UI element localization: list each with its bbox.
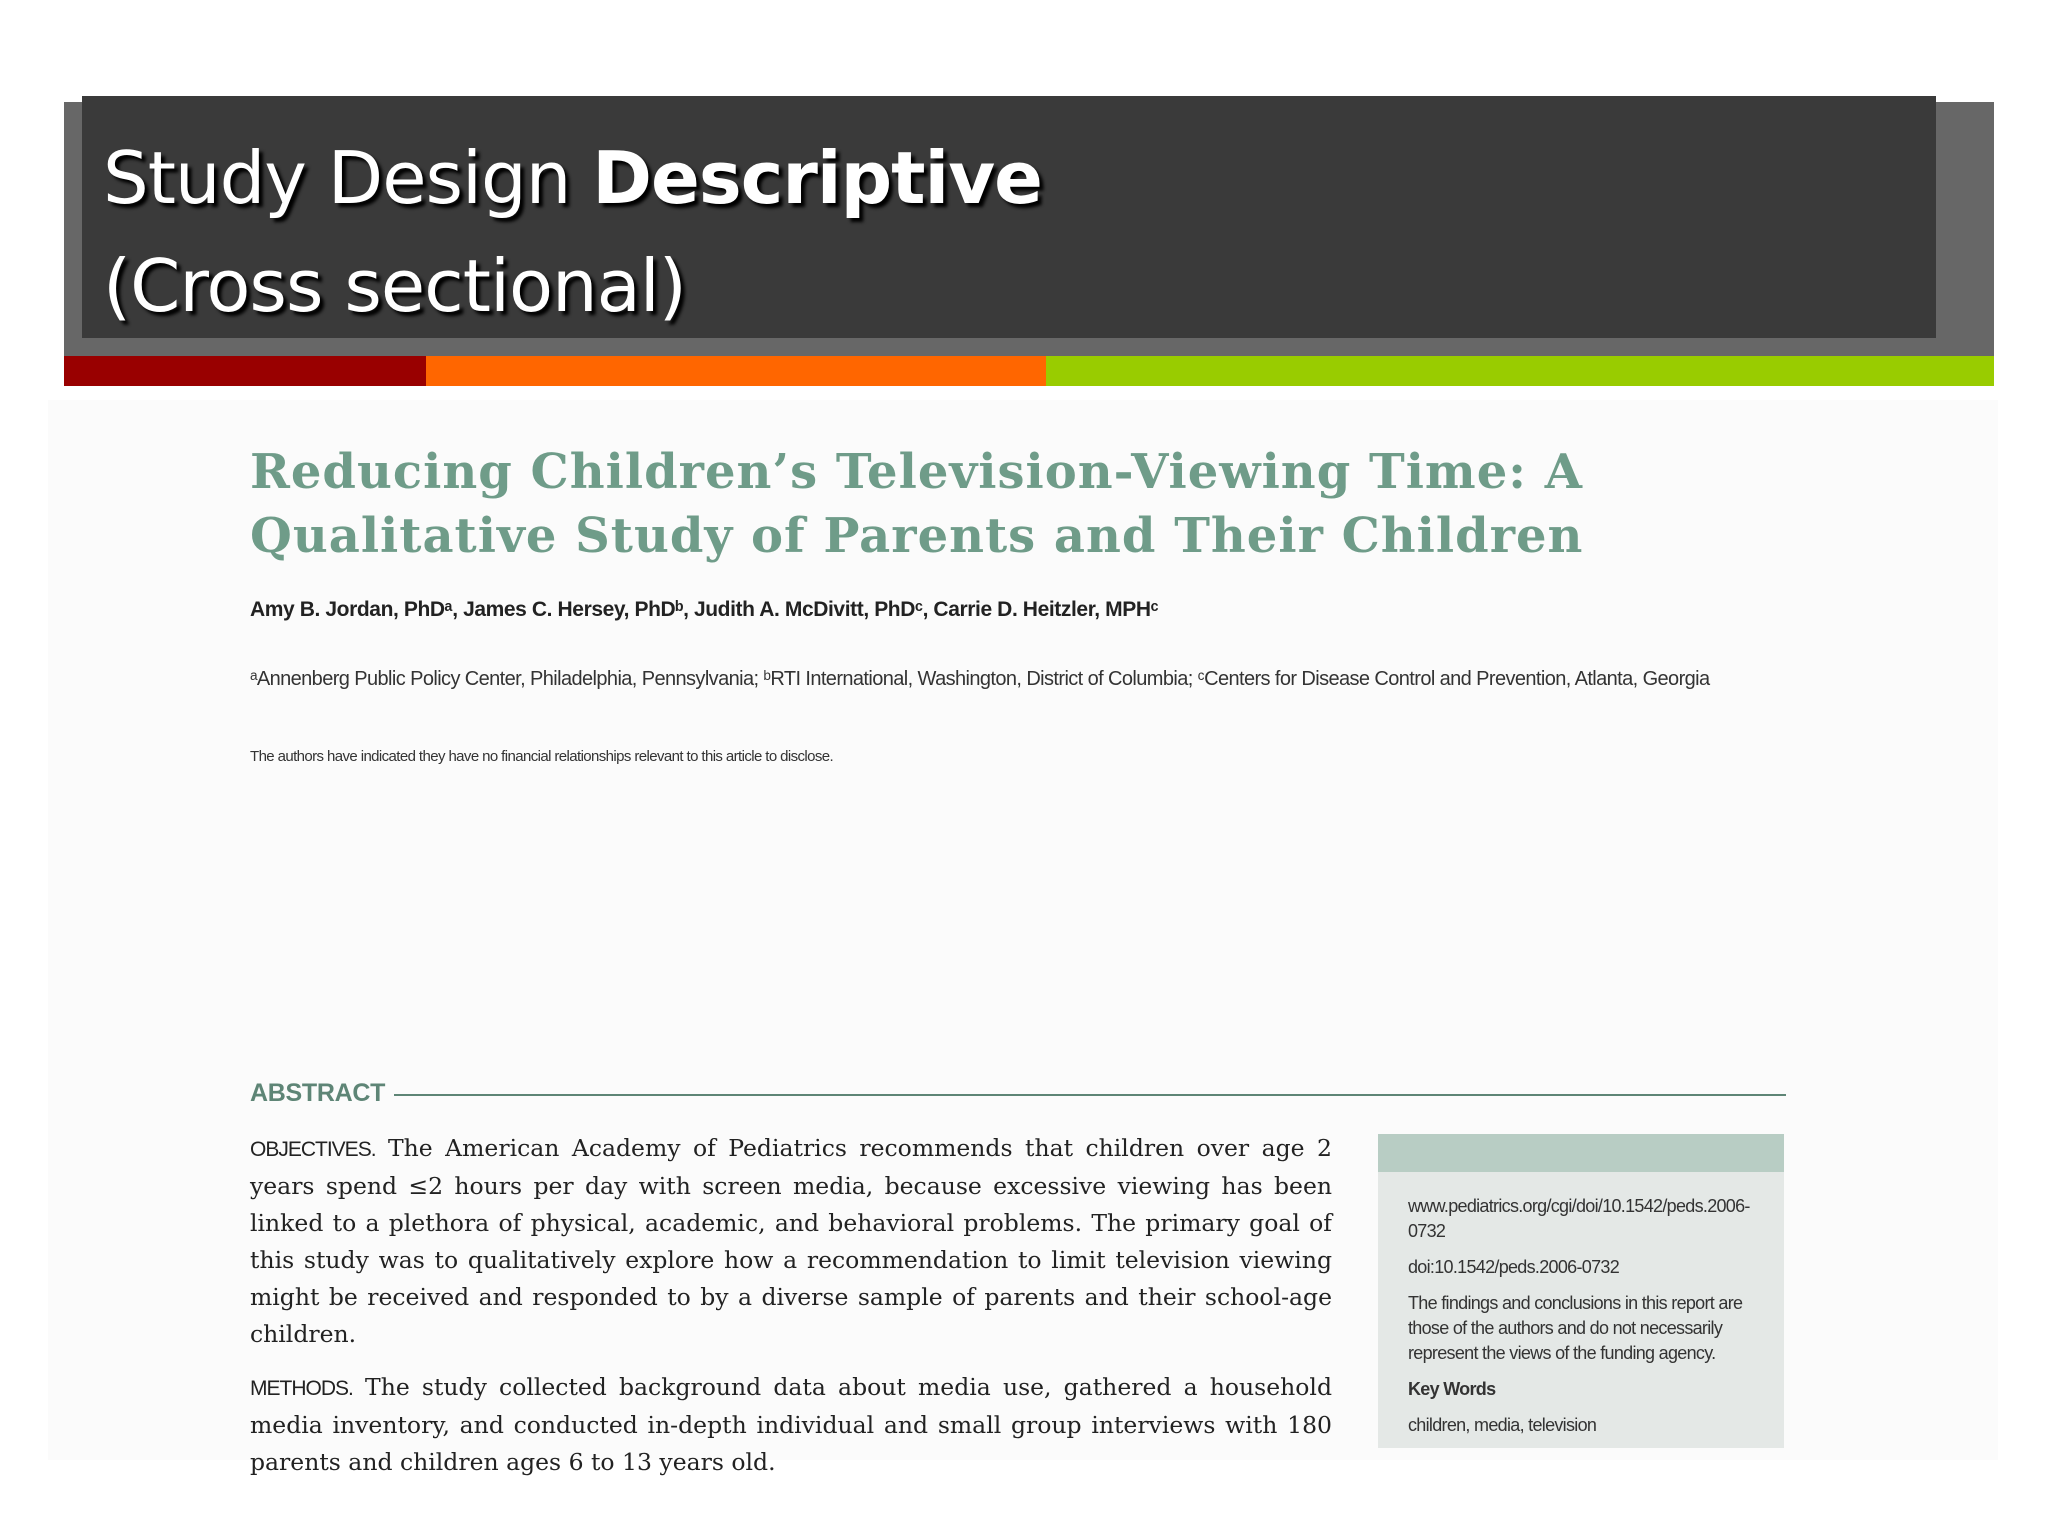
sidebar-note: The findings and conclusions in this report are those of the authors and do not necessarily represent the views of the funding agency. — [1408, 1293, 1743, 1363]
slide-title-regular: Study Design — [103, 136, 593, 220]
sidebar-keywords: children, media, television — [1408, 1415, 1597, 1435]
slide-title — [103, 124, 1042, 340]
paper-disclosure: The authors have indicated they have no financial relationships relevant to this article to disclose. — [250, 748, 834, 765]
accent-bar-green — [1046, 356, 1994, 386]
abstract-heading: ABSTRACT — [250, 1079, 386, 1107]
objectives-label: OBJECTIVES. — [250, 1138, 376, 1161]
objectives-text: The American Academy of Pediatrics recommends that children over age 2 years spend ≤2 hours per day with screen media, because excessive viewing has been linked to a plethora of physical, academic, and behavioral problems. The primary goal of this study was to qualitatively explore how a recommendation to limit television viewing might be received and responded to by a diverse sample of parents and their school-age children. — [250, 1134, 1332, 1348]
accent-color-bar — [64, 356, 1994, 386]
paper-authors: Amy B. Jordan, PhDᵃ, James C. Hersey, PhDᵇ, Judith A. McDivitt, PhDᶜ, Carrie D. Heitzler, MPHᶜ — [250, 598, 1159, 621]
sidebar-header-band — [1378, 1134, 1784, 1172]
article-info-sidebar — [1378, 1134, 1784, 1448]
slide-title-line2: (Cross sectional) — [103, 244, 686, 328]
slide-title-bold: Descriptive — [592, 136, 1042, 220]
abstract-divider — [394, 1094, 1786, 1096]
sidebar-keywords-label: Key Words — [1408, 1379, 1496, 1399]
abstract-methods — [250, 1369, 1332, 1481]
paper-title: Reducing Children’s Television-Viewing Time: A Qualitative Study of Parents and Their Children — [250, 444, 1584, 564]
methods-label: METHODS. — [250, 1377, 353, 1400]
sidebar-doi: doi:10.1542/peds.2006-0732 — [1408, 1257, 1620, 1277]
abstract-body — [250, 1130, 1332, 1476]
accent-bar-orange — [426, 356, 1046, 386]
abstract-objectives — [250, 1130, 1332, 1353]
accent-bar-red — [64, 356, 426, 386]
sidebar-url: www.pediatrics.org/cgi/doi/10.1542/peds.2006-0732 — [1408, 1196, 1750, 1241]
paper-affiliations: ᵃAnnenberg Public Policy Center, Philadelphia, Pennsylvania; ᵇRTI International, Washington, District of Columbia; ᶜCenters for Disease Control and Prevention, Atlanta, Georgia — [250, 668, 1710, 690]
methods-text: The study collected background data about media use, gathered a household media inventory, and conducted in-depth individual and small group interviews with 180 parents and children ages 6 to 13 years old. — [250, 1373, 1332, 1476]
